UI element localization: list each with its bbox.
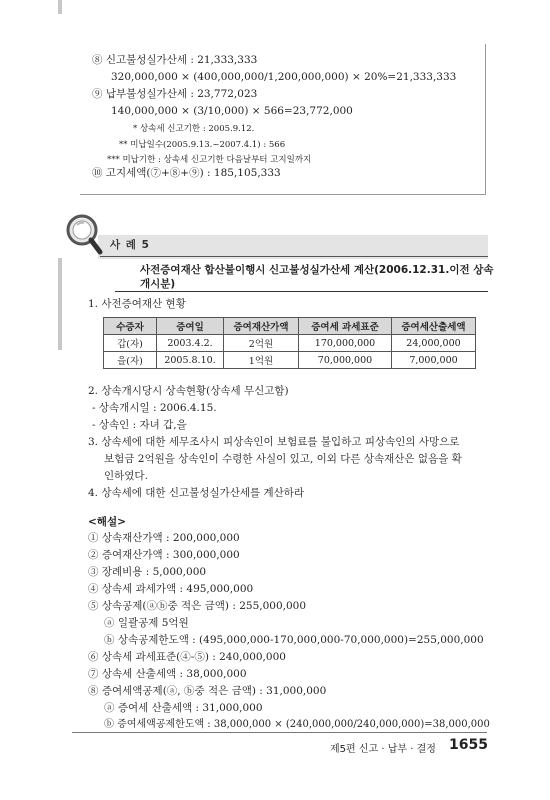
table-cell: 7,000,000: [392, 352, 476, 369]
item-1: 1. 사전증여재산 현황: [88, 298, 186, 310]
top-note-2: ** 미납일수(2005.9.13.~2007.4.1) : 566: [119, 140, 286, 150]
solution-heading: <해설>: [88, 516, 126, 528]
magnifier-icon: [62, 210, 106, 258]
footer-rule: [72, 732, 487, 733]
top-line-9: ⑨ 납부불성실가산세 : 23,772,023: [92, 88, 258, 100]
solution-subline: ⓑ 증여세액공제한도액 : 38,000,000 × (240,000,000/240,000,000)=38,000,000: [104, 719, 490, 730]
solution-line: ⑦ 상속세 산출세액 : 38,000,000: [88, 668, 247, 680]
table-header-row: [104, 318, 476, 335]
top-line-8-formula: 320,000,000 × (400,000,000/1,200,000,000) × 20%=21,333,333: [111, 71, 457, 83]
case-title-rule: [115, 291, 488, 292]
case-title-line1: 사전증여재산 합산불이행시 신고불성실가산세 계산(2006.12.31.이전 상속: [140, 264, 494, 276]
table-cell: 을(자): [104, 352, 157, 369]
top-note-3: *** 미납기한 : 상속세 신고기한 다음날부터 고지일까지: [107, 155, 312, 165]
solution-subline: ⓐ 증여세 산출세액 : 31,000,000: [104, 702, 263, 714]
table-cell: 2003.4.2.: [157, 335, 224, 352]
margin-bar-middle: [58, 258, 62, 350]
item-2-date: - 상속개시일 : 2006.4.15.: [92, 402, 217, 414]
item-3-line2: 보험금 2억원을 상속인이 수령한 사실이 있고, 이외 다른 상속재산은 없음을 확: [104, 453, 462, 465]
case-header-rule: [100, 256, 488, 257]
solution-line: ⑤ 상속공제(ⓐⓑ중 적은 금액) : 255,000,000: [88, 600, 307, 612]
top-line-10: ⑩ 고지세액(⑦+⑧+⑨) : 185,105,333: [92, 167, 281, 179]
solution-subline: ⓐ 일괄공제 5억원: [104, 617, 189, 629]
top-line-9-formula: 140,000,000 × (3/10,000) × 566=23,772,000: [111, 105, 353, 117]
solution-subline: ⓑ 상속공제한도액 : (495,000,000-170,000,000-70,000,000)=255,000,000: [104, 634, 484, 646]
table-cell: 갑(자): [104, 335, 157, 352]
top-note-1: * 상속세 신고기한 : 2005.9.12.: [133, 124, 255, 134]
solution-line: ⑧ 증여세액공제(ⓐ, ⓑ중 적은 금액) : 31,000,000: [88, 685, 327, 697]
table-header: 증여세산출세액: [392, 318, 476, 335]
footer-section: 제5편 신고 · 납부 · 결정: [330, 744, 436, 755]
item-3-line1: 3. 상속세에 대한 세무조사시 피상속인이 보험료를 불입하고 피상속인의 사망으로: [88, 436, 460, 448]
table-header: 증여일: [157, 318, 224, 335]
table-cell: 2005.8.10.: [157, 352, 224, 369]
table-row: [104, 352, 476, 369]
solution-line: ② 증여재산가액 : 300,000,000: [88, 549, 240, 561]
solution-line: ⑥ 상속세 과세표준(④-⑤) : 240,000,000: [88, 651, 286, 663]
margin-bar-top: [58, 0, 62, 14]
top-line-8: ⑧ 신고불성실가산세 : 21,333,333: [92, 54, 258, 66]
case-label: 사 례 5: [110, 239, 150, 251]
table-row: [104, 335, 476, 352]
gift-table: [103, 317, 476, 369]
table-cell: 24,000,000: [392, 335, 476, 352]
solution-line: ① 상속재산가액 : 200,000,000: [88, 532, 240, 544]
page-number: 1655: [449, 737, 488, 753]
item-4: 4. 상속세에 대한 신고불성실가산세를 계산하라: [88, 487, 305, 499]
item-2: 2. 상속개시당시 상속현황(상속세 무신고함): [88, 385, 289, 397]
case-title-line2: 개시분): [140, 278, 176, 290]
solution-line: ③ 장례비용 : 5,000,000: [88, 566, 207, 578]
table-cell: 1억원: [224, 352, 299, 369]
table-cell: 70,000,000: [299, 352, 392, 369]
item-2-heirs: - 상속인 : 자녀 갑,을: [92, 419, 187, 431]
solution-line: ④ 상속세 과세가액 : 495,000,000: [88, 583, 254, 595]
table-header: 수증자: [104, 318, 157, 335]
table-cell: 170,000,000: [299, 335, 392, 352]
table-cell: 2억원: [224, 335, 299, 352]
table-header: 증여세 과세표준: [299, 318, 392, 335]
item-3-line3: 인하였다.: [104, 470, 148, 482]
table-header: 증여재산가액: [224, 318, 299, 335]
